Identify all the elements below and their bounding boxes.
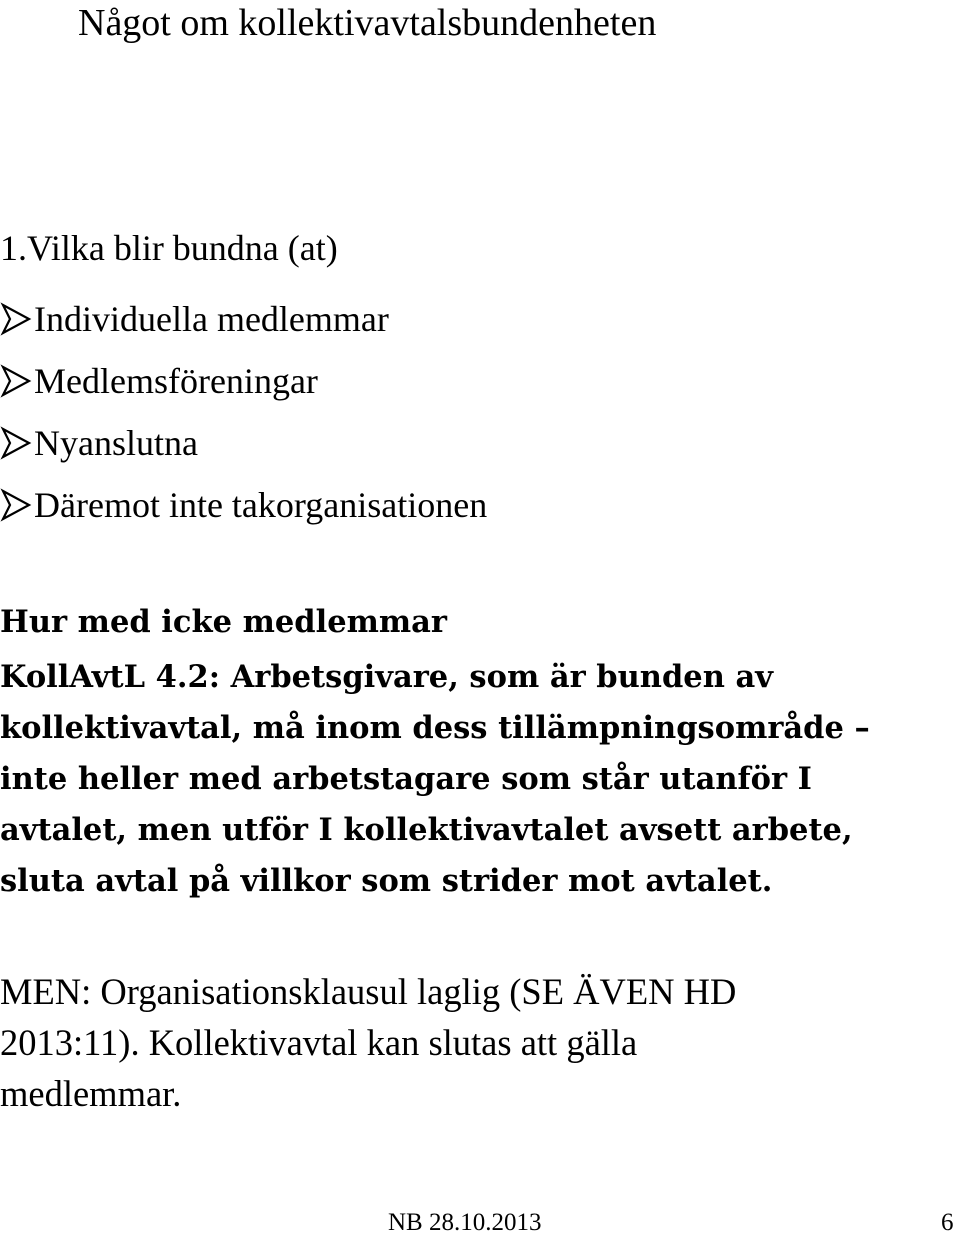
arrow-outline-icon xyxy=(0,487,32,523)
list-item-label: Nyanslutna xyxy=(34,423,198,463)
list-item-label: Individuella medlemmar xyxy=(34,299,389,339)
arrow-outline-icon xyxy=(0,363,32,399)
law-paragraph-line: sluta avtal på villkor som strider mot avtalet. xyxy=(0,863,773,899)
page-number: 6 xyxy=(941,1209,954,1236)
bound-parties-list xyxy=(0,288,487,536)
list-item-label: Däremot inte takorganisationen xyxy=(34,485,488,525)
list-item xyxy=(0,350,487,412)
list-item xyxy=(0,288,487,350)
organisation-clause-note xyxy=(0,966,736,1119)
page-title: Något om kollektivavtalsbundenheten xyxy=(78,2,657,44)
note-line: MEN: Organisationsklausul laglig (SE ÄVEN HD xyxy=(0,971,737,1012)
law-paragraph-line: KollAvtL 4.2: Arbetsgivare, som är bunden av xyxy=(0,659,773,695)
law-paragraph-line: inte heller med arbetstagare som står utanför I xyxy=(0,761,812,797)
arrow-outline-icon xyxy=(0,301,32,337)
list-item-label: Medlemsföreningar xyxy=(34,361,318,401)
note-line: 2013:11). Kollektivavtal kan slutas att gälla xyxy=(0,1022,638,1063)
section-heading-who-is-bound: 1.Vilka blir bundna (at) xyxy=(0,228,338,268)
list-item xyxy=(0,412,487,474)
law-paragraph-line: avtalet, men utför I kollektivavtalet avsett arbete, xyxy=(0,812,853,848)
footer-date: NB 28.10.2013 xyxy=(388,1209,542,1236)
law-paragraph xyxy=(0,652,870,907)
law-paragraph-line: kollektivavtal, må inom dess tillämpningsområde – xyxy=(0,710,870,746)
nonmembers-heading: Hur med icke medlemmar xyxy=(0,604,447,640)
arrow-outline-icon xyxy=(0,425,32,461)
list-item xyxy=(0,474,487,536)
note-line: medlemmar. xyxy=(0,1073,182,1114)
